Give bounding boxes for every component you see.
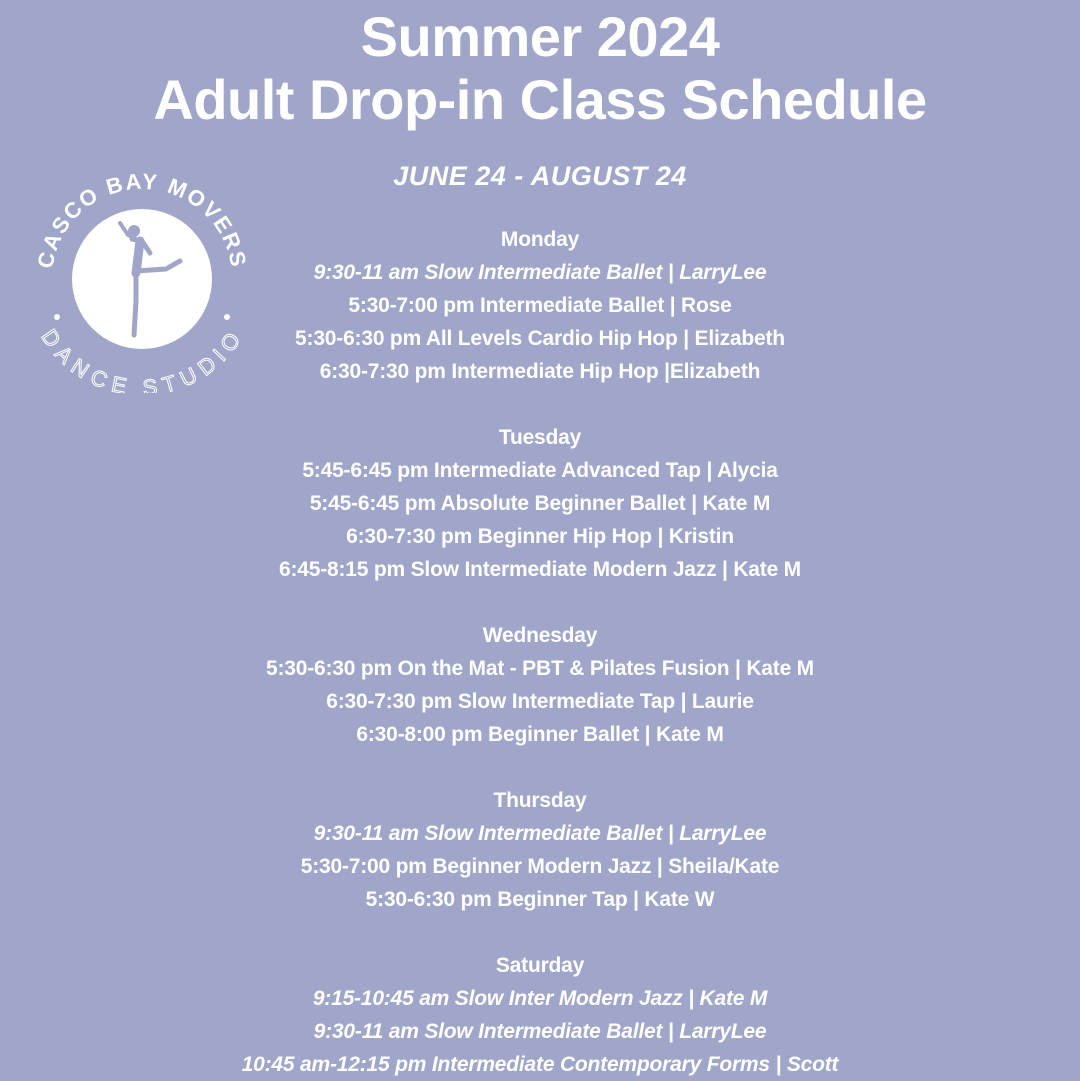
class-item: 5:30-6:30 pm All Levels Cardio Hip Hop | Elizabeth <box>295 327 785 350</box>
class-item: 9:30-11 am Slow Intermediate Ballet | LarryLee <box>313 822 767 845</box>
class-item: 9:30-11 am Slow Intermediate Ballet | LarryLee <box>313 1020 767 1043</box>
class-item: 5:30-7:00 pm Beginner Modern Jazz | Sheila/Kate <box>300 855 780 878</box>
date-range: JUNE 24 - AUGUST 24 <box>393 161 687 191</box>
day-heading-tuesday: Tuesday <box>498 426 582 449</box>
class-item: 5:30-7:00 pm Intermediate Ballet | Rose <box>348 294 732 317</box>
class-item: 6:30-7:30 pm Beginner Hip Hop | Kristin <box>346 525 734 548</box>
class-item: 5:45-6:45 pm Absolute Beginner Ballet | Kate M <box>309 492 771 515</box>
class-item: 6:30-7:30 pm Slow Intermediate Tap | Laurie <box>326 690 754 713</box>
spacer <box>0 916 1080 949</box>
day-heading-thursday: Thursday <box>493 789 587 812</box>
title-line-1: Summer 2024 <box>360 5 720 68</box>
class-item: 9:30-11 am Slow Intermediate Ballet | LarryLee <box>313 261 767 284</box>
spacer <box>0 586 1080 619</box>
class-item: 5:30-6:30 pm Beginner Tap | Kate W <box>365 888 715 911</box>
class-item: 5:45-6:45 pm Intermediate Advanced Tap | Alycia <box>302 459 778 482</box>
class-item: 6:30-7:30 pm Intermediate Hip Hop |Elizabeth <box>319 360 761 383</box>
day-heading-monday: Monday <box>500 228 580 251</box>
day-block-monday <box>0 223 1080 388</box>
class-item: 5:30-6:30 pm On the Mat - PBT & Pilates Fusion | Kate M <box>266 657 814 680</box>
day-block-wednesday <box>0 619 1080 751</box>
day-block-tuesday <box>0 421 1080 586</box>
class-item: 6:30-8:00 pm Beginner Ballet | Kate M <box>356 723 724 746</box>
spacer <box>0 388 1080 421</box>
logo-text-bottom: DANCE STUDIO <box>36 324 248 393</box>
day-block-saturday <box>0 949 1080 1081</box>
day-heading-wednesday: Wednesday <box>482 624 598 647</box>
class-item: 6:45-8:15 pm Slow Intermediate Modern Jazz | Kate M <box>279 558 801 581</box>
logo-text-top: CASCO BAY MOVERS <box>32 168 252 271</box>
day-block-thursday <box>0 784 1080 916</box>
title-line-2: Adult Drop-in Class Schedule <box>153 68 927 131</box>
class-schedule <box>0 223 1080 1081</box>
spacer <box>0 751 1080 784</box>
day-heading-saturday: Saturday <box>495 954 585 977</box>
class-item: 10:45 am-12:15 pm Intermediate Contemporary Forms | Scott <box>241 1053 839 1076</box>
class-item: 9:15-10:45 am Slow Inter Modern Jazz | Kate M <box>312 987 768 1010</box>
